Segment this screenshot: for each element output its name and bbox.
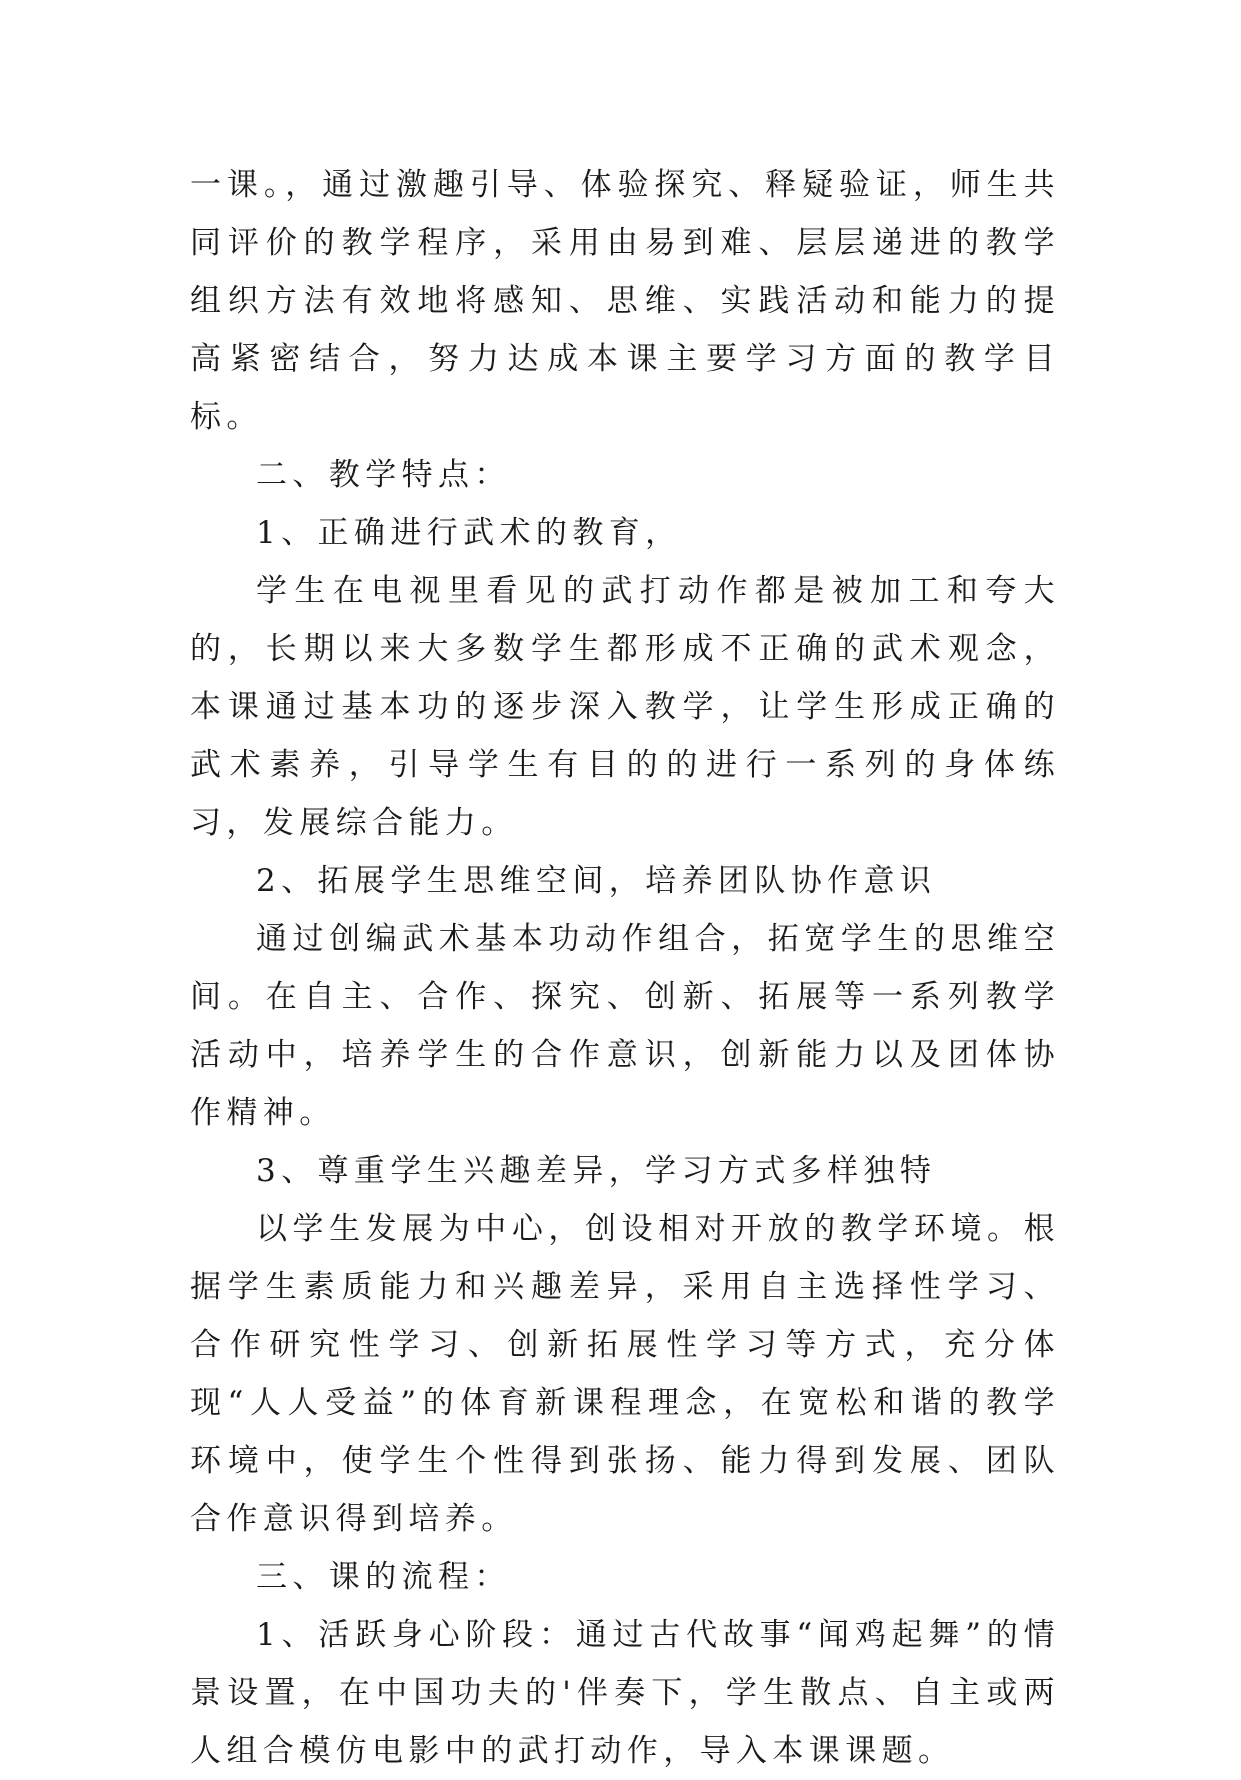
paragraph-martial-arts-education: 学生在电视里看见的武打动作都是被加工和夸大的，长期以来大多数学生都形成不正确的武术观念，本课通过基本功的逐步深入教学，让学生形成正确的武术素养，引导学生有目的的进行一系列的身体练习，发展综合能力。 bbox=[190, 573, 1060, 841]
subheading-thinking-space: 2、拓展学生思维空间，培养团队协作意识 bbox=[256, 863, 937, 899]
document-body bbox=[190, 156, 1060, 1780]
paragraph-thinking-space: 通过创编武术基本功动作组合，拓宽学生的思维空间。在自主、合作、探究、创新、拓展等一系列教学活动中，培养学生的合作意识，创新能力以及团体协作精神。 bbox=[190, 921, 1060, 1131]
subheading-interest-differences: 3、尊重学生兴趣差异，学习方式多样独特 bbox=[256, 1153, 937, 1189]
subheading-martial-arts-education: 1、正确进行武术的教育， bbox=[256, 515, 682, 551]
section-heading-teaching-features: 二、教学特点： bbox=[256, 457, 511, 493]
section-heading-lesson-flow: 三、课的流程： bbox=[256, 1559, 511, 1595]
paragraph-warmup-stage: 1、活跃身心阶段：通过古代故事“闻鸡起舞”的情景设置，在中国功夫的'伴奏下，学生散点、自主或两人组合模仿电影中的武打动作，导入本课课题。 bbox=[190, 1617, 1060, 1769]
paragraph-interest-differences: 以学生发展为中心，创设相对开放的教学环境。根据学生素质能力和兴趣差异，采用自主选择性学习、合作研究性学习、创新拓展性学习等方式，充分体现“人人受益”的体育新课程理念，在宽松和谐的教学环境中，使学生个性得到张扬、能力得到发展、团队合作意识得到培养。 bbox=[190, 1211, 1060, 1537]
paragraph-continuation: 一课。，通过激趣引导、体验探究、释疑验证，师生共同评价的教学程序，采用由易到难、层层递进的教学组织方法有效地将感知、思维、实践活动和能力的提高紧密结合，努力达成本课主要学习方面的教学目标。 bbox=[190, 167, 1060, 435]
